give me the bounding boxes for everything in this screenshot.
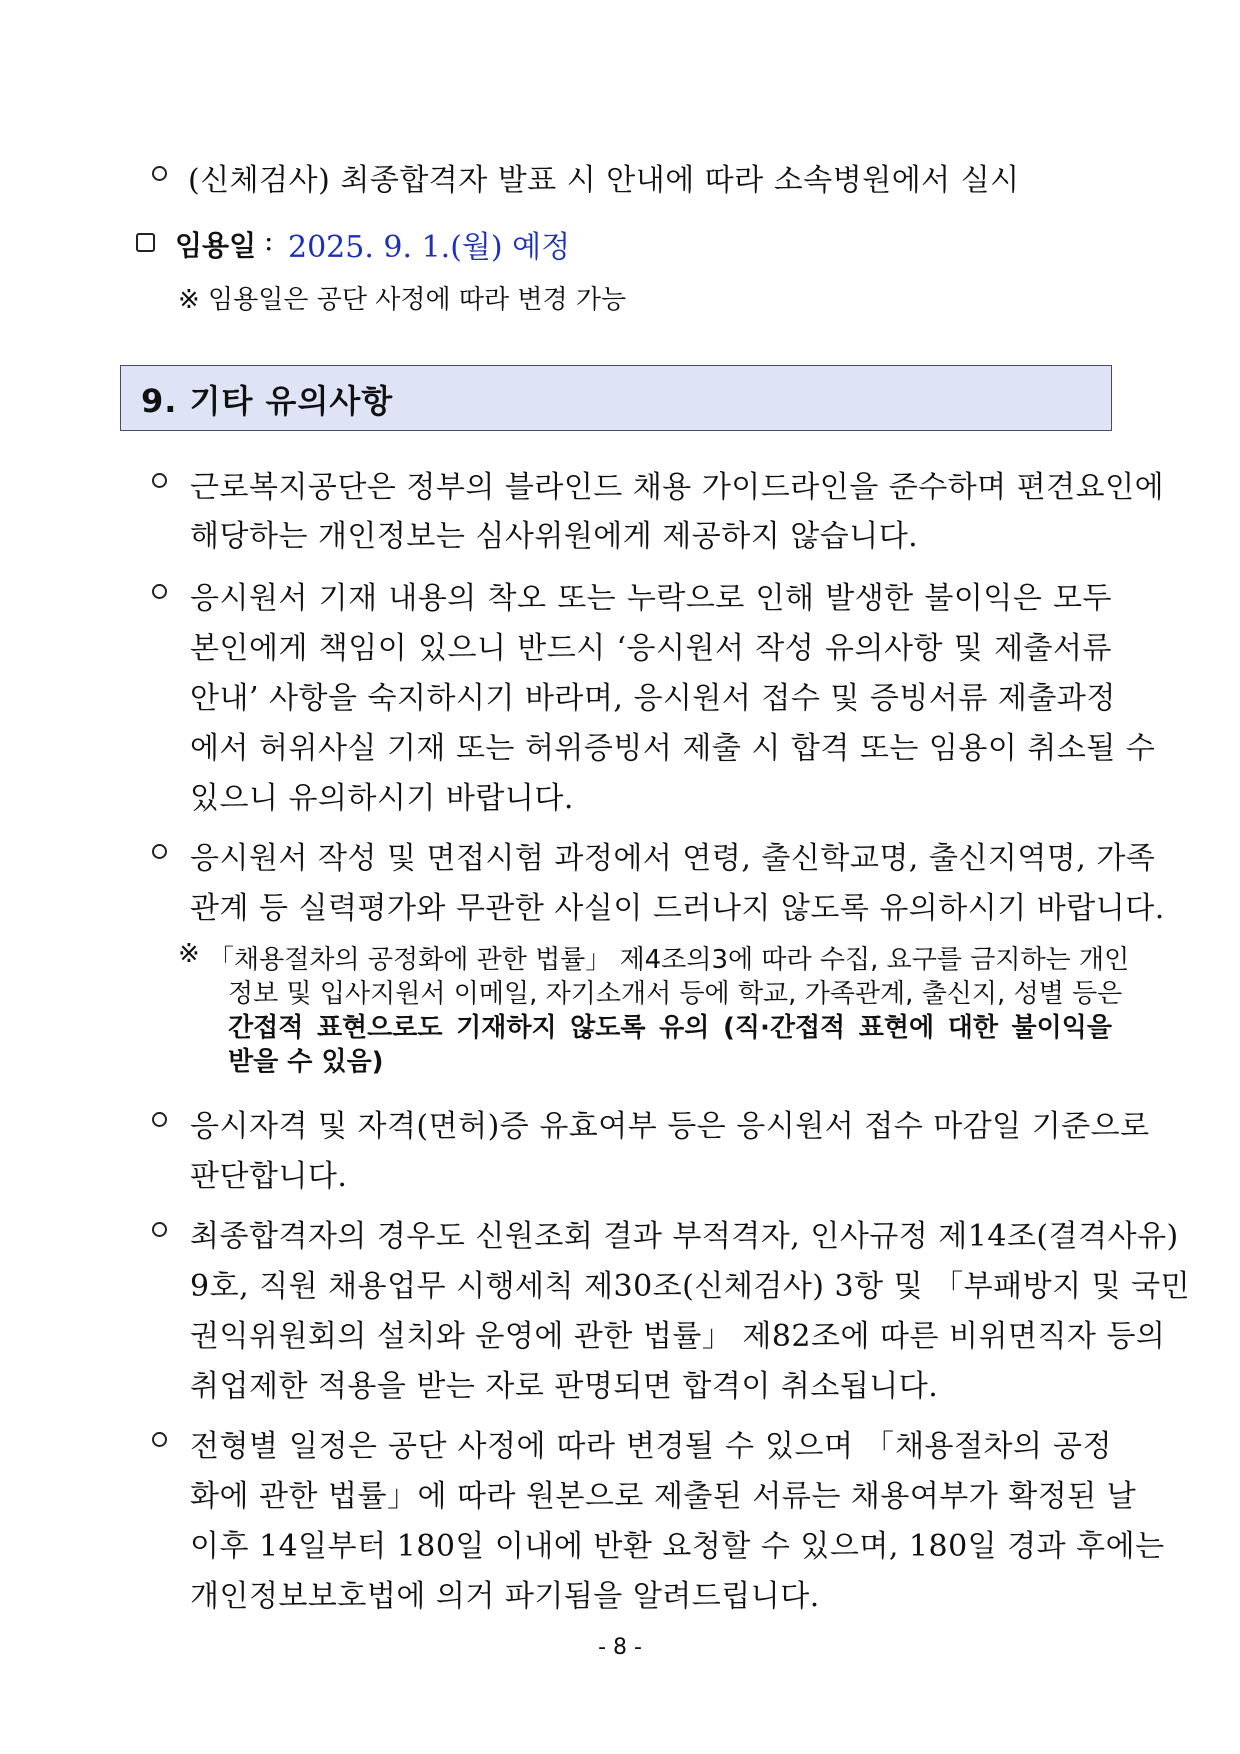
square-bullet-icon (136, 233, 155, 252)
section-header (120, 365, 1112, 431)
item-line: 판단합니다. (190, 1159, 348, 1194)
circle-bullet-icon (152, 844, 167, 859)
appointment-label: 임용일 (175, 229, 257, 262)
circle-bullet-icon (152, 473, 167, 488)
page-number: - 8 - (598, 1635, 642, 1660)
item-line: 응시자격 및 자격(면허)증 유효여부 등은 응시원서 접수 마감일 기준으로 (190, 1109, 1150, 1144)
appointment-colon: : (264, 224, 274, 257)
circle-bullet-icon (152, 1112, 167, 1127)
circle-bullet-icon (152, 166, 167, 181)
circle-bullet-icon (152, 584, 167, 599)
item-line: 있으니 유의하시기 바랍니다. (190, 781, 574, 816)
note-line: 정보 및 입사지원서 이메일, 자기소개서 등에 학교, 가족관계, 출신지, 성별 등은 (228, 979, 1123, 1009)
note-line-emphasis: 간접적 표현으로도 기재하지 않도록 유의 (직·간접적 표현에 대한 불이익을 (228, 1013, 1112, 1043)
item-line: 근로복지공단은 정부의 블라인드 채용 가이드라인을 준수하며 편견요인에 (190, 470, 1165, 505)
item-line: 화에 관한 법률」에 따라 원본으로 제출된 서류는 채용여부가 확정된 날 (190, 1479, 1137, 1514)
section-title: 9. 기타 유의사항 (141, 382, 394, 420)
item-line: 취업제한 적용을 받는 자로 판명되면 합격이 취소됩니다. (190, 1369, 939, 1404)
item-line: 개인정보보호법에 의거 파기됨을 알려드립니다. (190, 1579, 820, 1614)
physical-exam-text: (신체검사) 최종합격자 발표 시 안내에 따라 소속병원에서 실시 (188, 163, 1020, 198)
item-line: 관계 등 실력평가와 무관한 사실이 드러나지 않도록 유의하시기 바랍니다. (190, 891, 1165, 926)
item-line: 응시원서 기재 내용의 착오 또는 누락으로 인해 발생한 불이익은 모두 (190, 581, 1112, 616)
item-line: 이후 14일부터 180일 이내에 반환 요청할 수 있으며, 180일 경과 후에는 (190, 1529, 1165, 1564)
appointment-date: 2025. 9. 1.(월) 예정 (288, 230, 571, 265)
item-line: 9호, 직원 채용업무 시행세칙 제30조(신체검사) 3항 및 「부패방지 및 국민 (190, 1269, 1191, 1304)
note-line-emphasis: 받을 수 있음) (228, 1047, 384, 1077)
note-line: 「채용절차의 공정화에 관한 법률」 제4조의3에 따라 수집, 요구를 금지하는 개인 (208, 945, 1130, 975)
circle-bullet-icon (152, 1432, 167, 1447)
item-line: 에서 허위사실 기재 또는 허위증빙서 제출 시 합격 또는 임용이 취소될 수 (190, 731, 1156, 766)
item-line: 최종합격자의 경우도 신원조회 결과 부적격자, 인사규정 제14조(결격사유) (190, 1219, 1179, 1254)
item-line: 해당하는 개인정보는 심사위원에게 제공하지 않습니다. (190, 519, 919, 554)
item-line: 안내’ 사항을 숙지하시기 바라며, 응시원서 접수 및 증빙서류 제출과정 (190, 681, 1116, 716)
circle-bullet-icon (152, 1222, 167, 1237)
item-line: 권익위원회의 설치와 운영에 관한 법률」 제82조에 따른 비위면직자 등의 (190, 1319, 1166, 1354)
item-line: 본인에게 책임이 있으니 반드시 ‘응시원서 작성 유의사항 및 제출서류 (190, 631, 1112, 666)
item-line: 전형별 일정은 공단 사정에 따라 변경될 수 있으며 「채용절차의 공정 (190, 1429, 1112, 1464)
item-line: 응시원서 작성 및 면접시험 과정에서 연령, 출신학교명, 출신지역명, 가족 (190, 841, 1156, 876)
note-mark: ※ (178, 939, 200, 969)
appointment-note: ※ 임용일은 공단 사정에 따라 변경 가능 (178, 285, 627, 315)
